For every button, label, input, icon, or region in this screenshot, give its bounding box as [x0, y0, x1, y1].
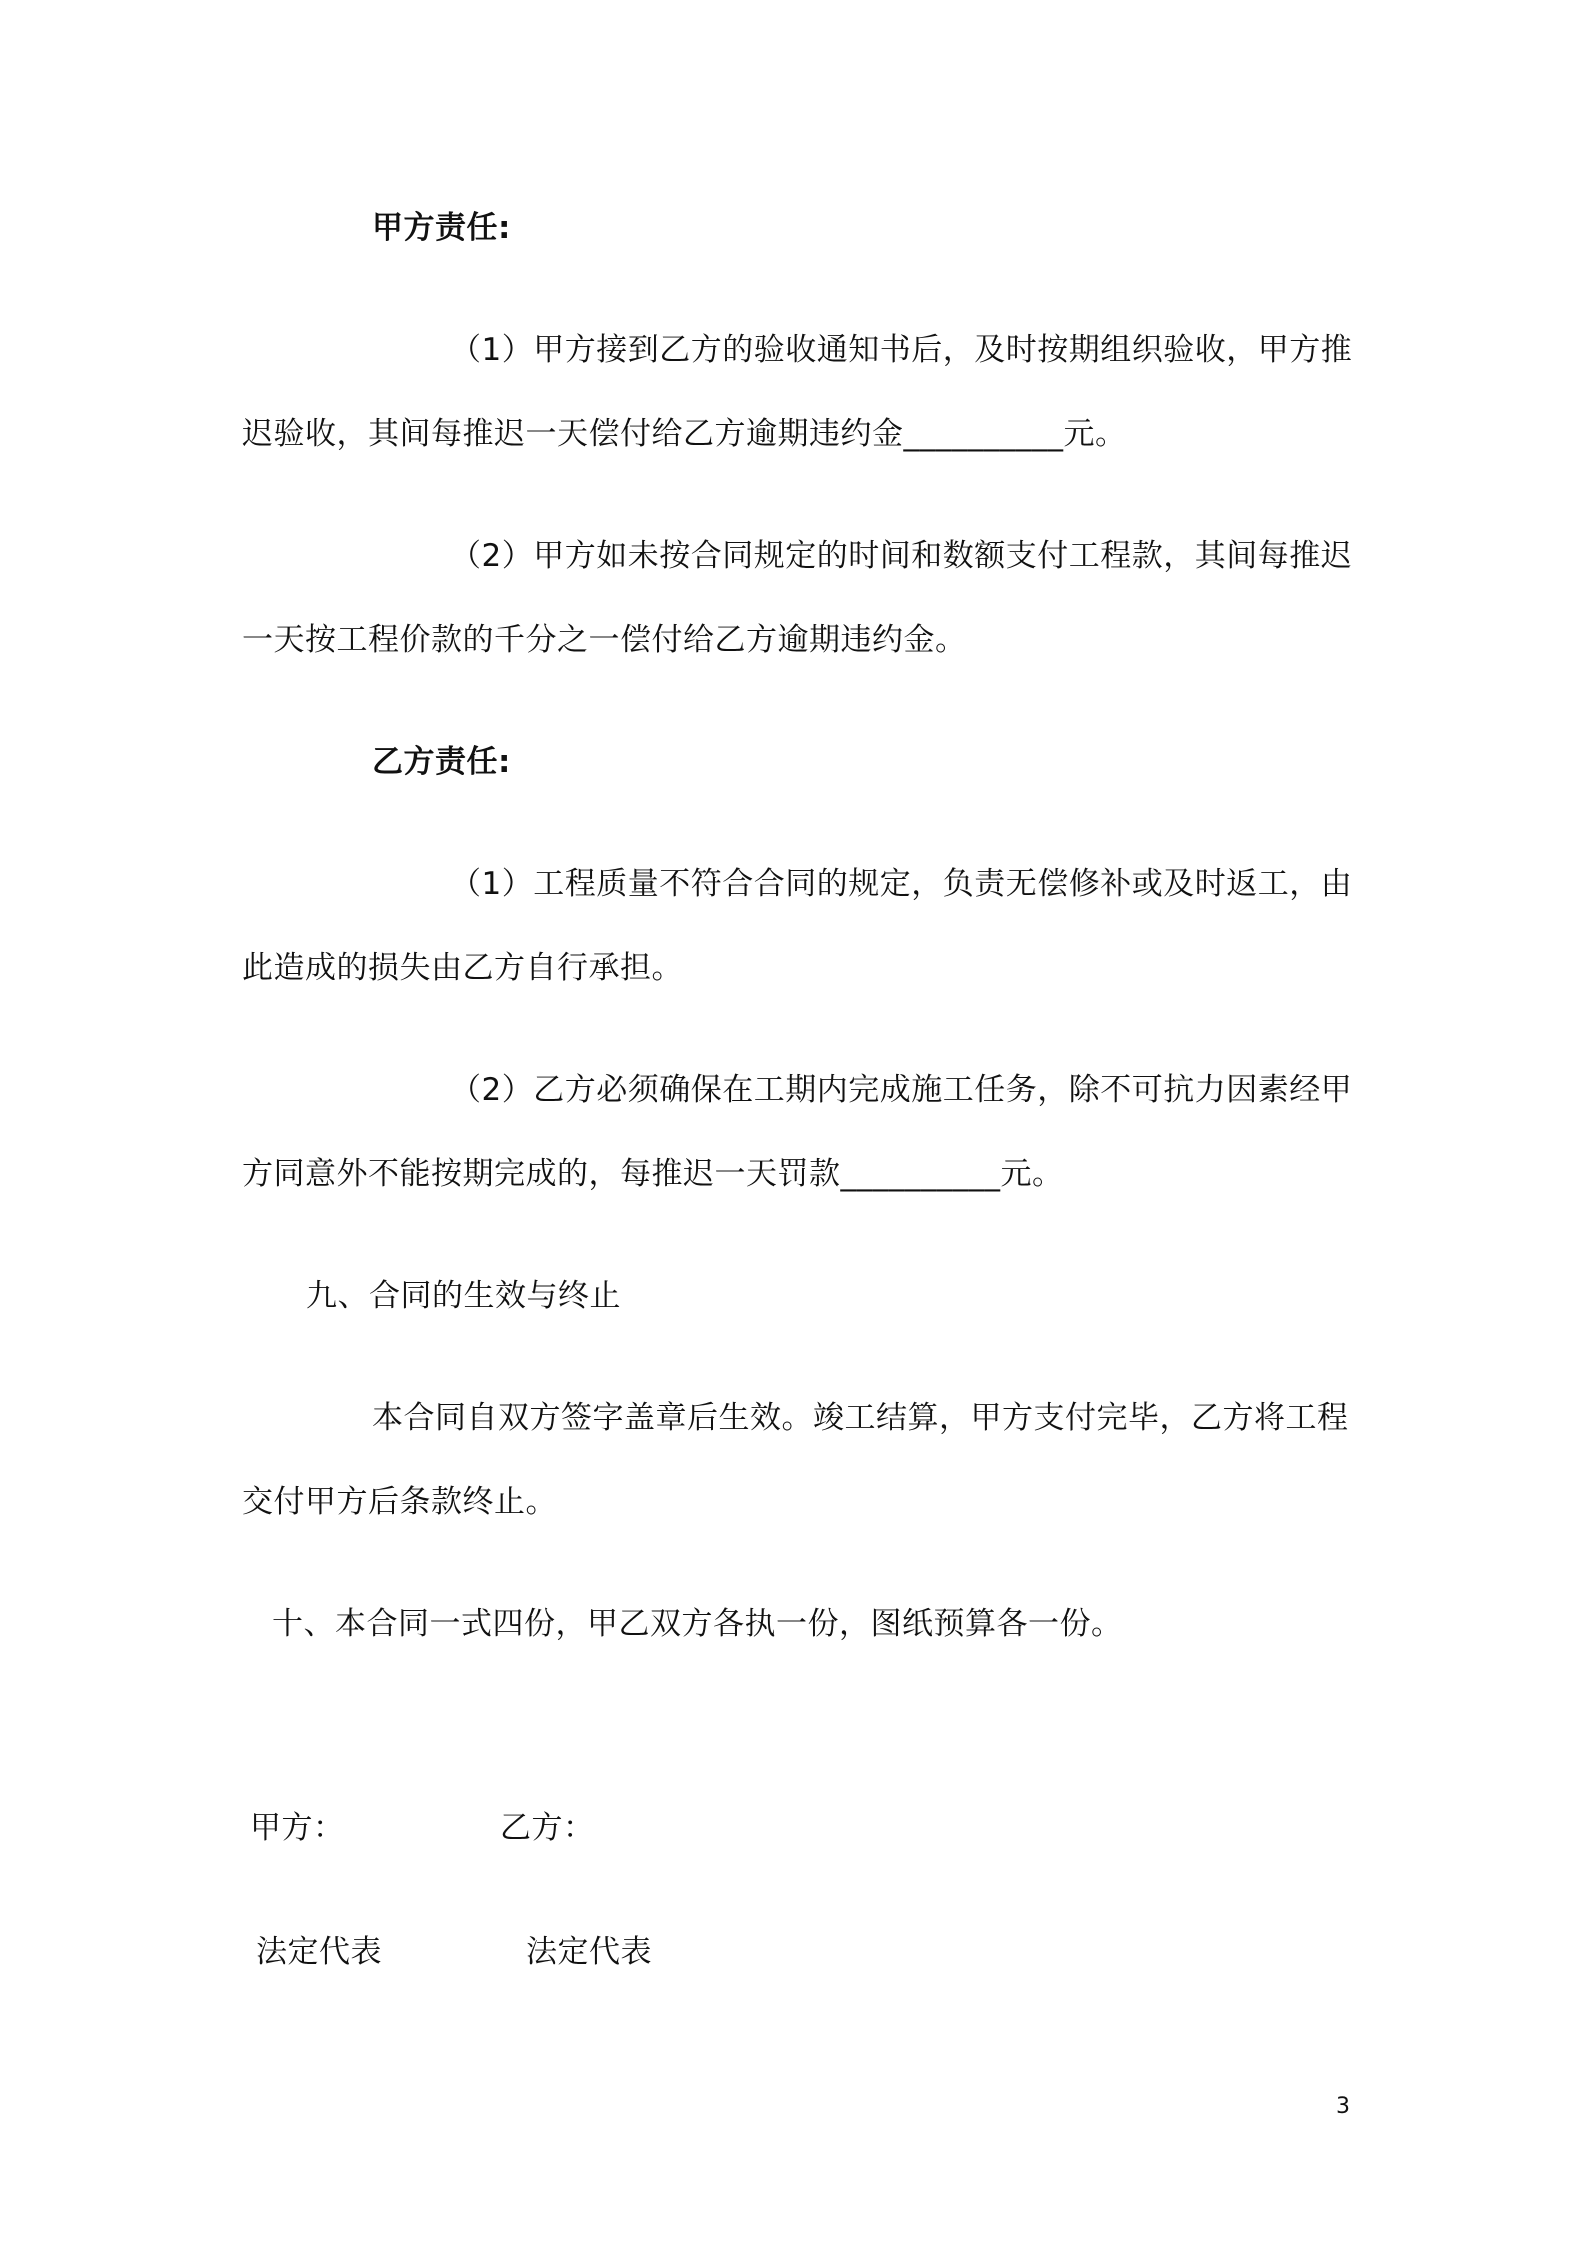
section9-heading: 九、合同的生效与终止: [306, 1278, 621, 1314]
party-b-item1-line2: 此造成的损失由乙方自行承担。: [242, 950, 683, 986]
party-a-duties-heading: 甲方责任:: [372, 210, 511, 246]
party-b-representative-label: 法定代表: [526, 1934, 652, 1970]
party-a-item2-line2: 一天按工程价款的千分之一偿付给乙方逾期违约金。: [242, 622, 967, 658]
section9-para-line2: 交付甲方后条款终止。: [242, 1484, 557, 1520]
party-a-item1-line2: 迟验收，其间每推迟一天偿付给乙方逾期违约金__________元。: [242, 416, 1127, 452]
party-b-item2-line2: 方同意外不能按期完成的，每推迟一天罚款__________元。: [242, 1156, 1064, 1192]
party-a-representative-label: 法定代表: [256, 1934, 382, 1970]
party-a-item2-line1: （2）甲方如未按合同规定的时间和数额支付工程款，其间每推迟: [450, 538, 1353, 574]
page-number: 3: [1336, 2094, 1350, 2119]
party-b-item2-line1: （2）乙方必须确保在工期内完成施工任务，除不可抗力因素经甲: [450, 1072, 1353, 1108]
section10-text: 十、本合同一式四份，甲乙双方各执一份，图纸预算各一份。: [272, 1606, 1123, 1642]
party-b-signature-label: 乙方：: [500, 1810, 595, 1846]
party-b-item1-line1: （1）工程质量不符合合同的规定，负责无偿修补或及时返工，由: [450, 866, 1353, 902]
party-a-signature-label: 甲方：: [250, 1810, 345, 1846]
section9-para-line1: 本合同自双方签字盖章后生效。竣工结算，甲方支付完毕，乙方将工程: [372, 1400, 1349, 1436]
party-a-item1-line1: （1）甲方接到乙方的验收通知书后，及时按期组织验收，甲方推: [450, 332, 1353, 368]
party-b-duties-heading: 乙方责任:: [372, 744, 511, 780]
